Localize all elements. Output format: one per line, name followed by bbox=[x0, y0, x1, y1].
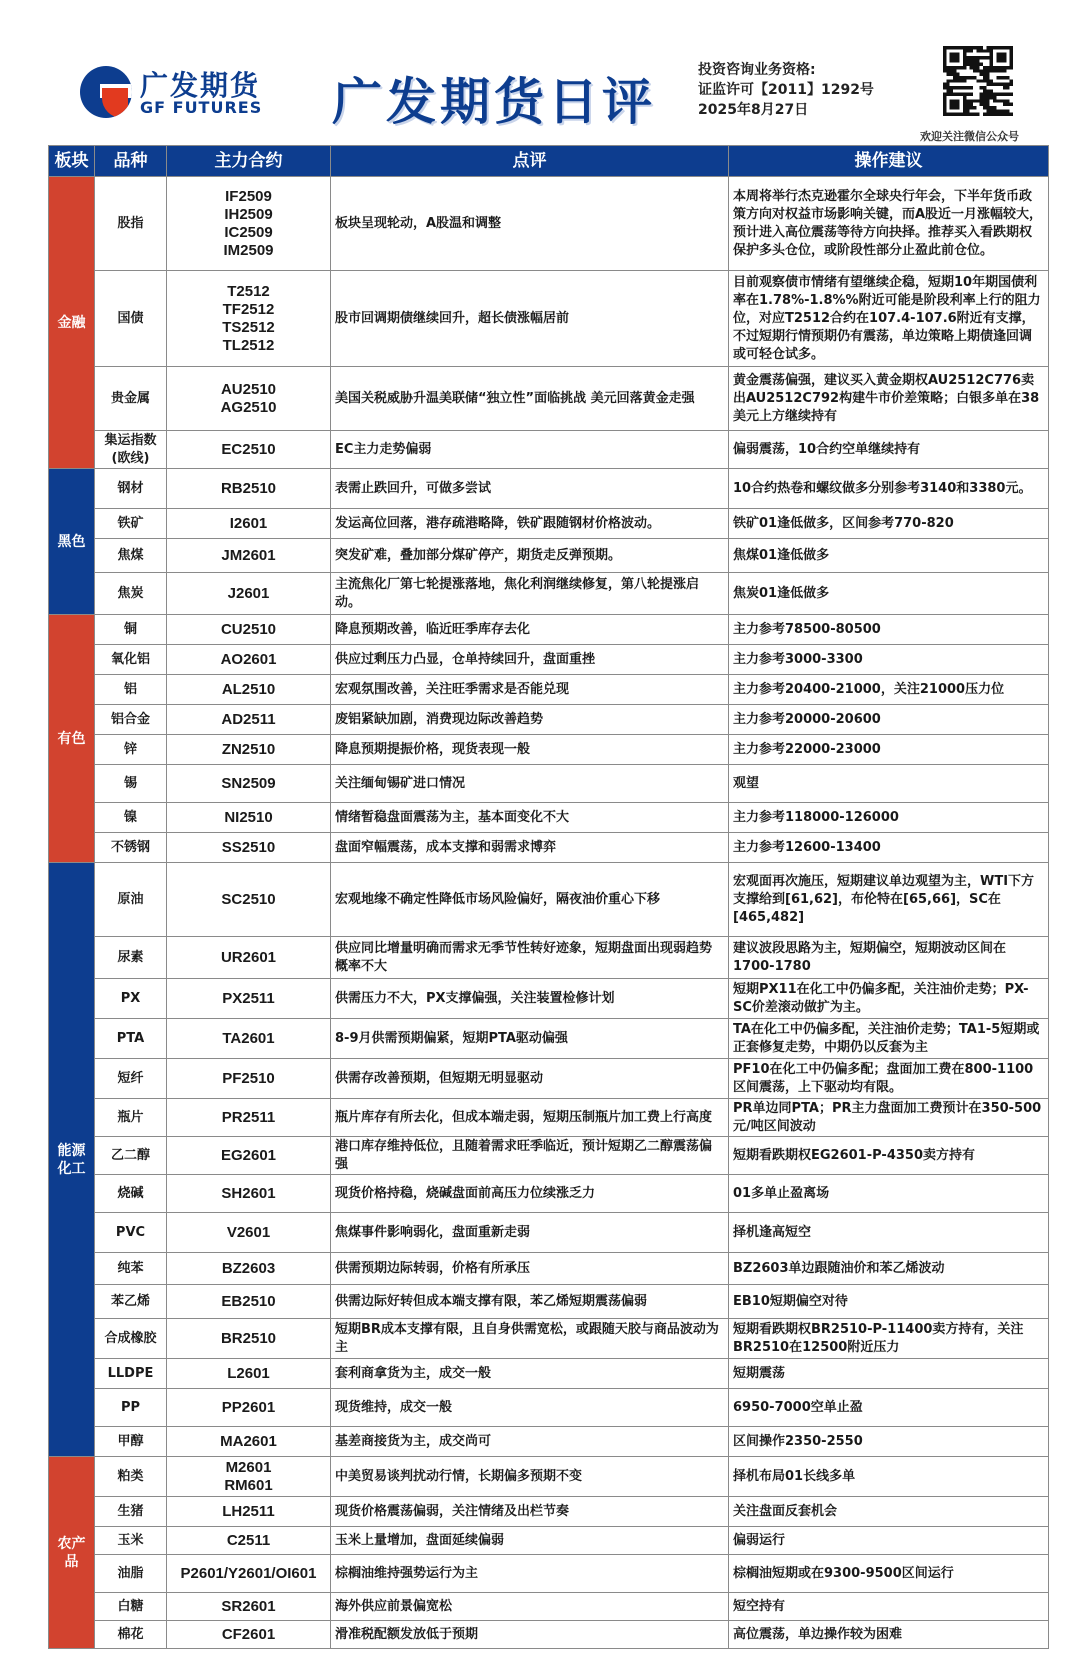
variety-cell: 焦炭 bbox=[95, 573, 167, 615]
contract-cell: AU2510 AG2510 bbox=[167, 367, 331, 431]
comment-cell: 情绪暂稳盘面震荡为主，基本面变化不大 bbox=[331, 803, 729, 833]
table-row bbox=[49, 1253, 1049, 1285]
variety-cell: PVC bbox=[95, 1213, 167, 1253]
advice-cell: 关注盘面反套机会 bbox=[729, 1497, 1049, 1527]
comment-cell: 主流焦化厂第七轮提涨落地，焦化利润继续修复，第八轮提涨启动。 bbox=[331, 573, 729, 615]
contract-cell: SH2601 bbox=[167, 1175, 331, 1213]
advice-cell: PR单边同PTA；PR主力盘面加工费预计在350-500元/吨区间波动 bbox=[729, 1099, 1049, 1137]
contract-cell: MA2601 bbox=[167, 1427, 331, 1457]
advice-cell: 宏观面再次施压，短期建议单边观望为主，WTI下方支撑给到[61,62]，布伦特在[65,66]，SC在[465,482] bbox=[729, 863, 1049, 937]
table-row bbox=[49, 1527, 1049, 1555]
advice-cell: 主力参考78500-80500 bbox=[729, 615, 1049, 645]
header-variety: 品种 bbox=[95, 146, 167, 177]
contract-cell: PF2510 bbox=[167, 1059, 331, 1099]
comment-cell: 表需止跌回升，可做多尝试 bbox=[331, 469, 729, 509]
comment-cell: 供需压力不大，PX支撑偏强，关注装置检修计划 bbox=[331, 979, 729, 1019]
comment-cell: 宏观地缘不确定性降低市场风险偏好，隔夜油价重心下移 bbox=[331, 863, 729, 937]
variety-cell: 铝 bbox=[95, 675, 167, 705]
contract-cell: CF2601 bbox=[167, 1621, 331, 1649]
wechat-qr-code-icon bbox=[943, 46, 1013, 116]
table-row bbox=[49, 1621, 1049, 1649]
variety-cell: 贵金属 bbox=[95, 367, 167, 431]
comment-cell: 突发矿难，叠加部分煤矿停产，期货走反弹预期。 bbox=[331, 539, 729, 573]
comment-cell: 套利商拿货为主，成交一般 bbox=[331, 1359, 729, 1389]
variety-cell: 乙二醇 bbox=[95, 1137, 167, 1175]
comment-cell: 美国关税威胁升温美联储“独立性”面临挑战 美元回落黄金走强 bbox=[331, 367, 729, 431]
contract-cell: RB2510 bbox=[167, 469, 331, 509]
table-row bbox=[49, 765, 1049, 803]
logo-chinese-name: 广发期货 bbox=[140, 69, 261, 102]
contract-cell: IF2509 IH2509 IC2509 IM2509 bbox=[167, 177, 331, 271]
variety-cell: 铜 bbox=[95, 615, 167, 645]
comment-cell: 供需边际好转但成本端支撑有限，苯乙烯短期震荡偏弱 bbox=[331, 1285, 729, 1319]
header-advice: 操作建议 bbox=[729, 146, 1049, 177]
table-row bbox=[49, 1593, 1049, 1621]
contract-cell: TA2601 bbox=[167, 1019, 331, 1059]
table-row bbox=[49, 1555, 1049, 1593]
sector-cell: 能源化工 bbox=[49, 863, 95, 1457]
contract-cell: BZ2603 bbox=[167, 1253, 331, 1285]
contract-cell: M2601 RM601 bbox=[167, 1457, 331, 1497]
table-row bbox=[49, 705, 1049, 735]
contract-cell: P2601/Y2601/OI601 bbox=[167, 1555, 331, 1593]
comment-cell: 现货价格震荡偏弱，关注情绪及出栏节奏 bbox=[331, 1497, 729, 1527]
comment-cell: 供需预期边际转弱，价格有所承压 bbox=[331, 1253, 729, 1285]
table-row bbox=[49, 645, 1049, 675]
contract-cell: BR2510 bbox=[167, 1319, 331, 1359]
advice-cell: 短期看跌期权BR2510-P-11400卖方持有，关注BR2510在12500附近压力 bbox=[729, 1319, 1049, 1359]
contract-cell: AO2601 bbox=[167, 645, 331, 675]
table-row bbox=[49, 979, 1049, 1019]
advice-cell: 区间操作2350-2550 bbox=[729, 1427, 1049, 1457]
table-row bbox=[49, 1099, 1049, 1137]
comment-cell: 基差商接货为主，成交尚可 bbox=[331, 1427, 729, 1457]
advice-cell: 焦煤01逢低做多 bbox=[729, 539, 1049, 573]
report-header bbox=[0, 0, 1084, 145]
sector-cell: 金融 bbox=[49, 177, 95, 469]
table-row bbox=[49, 509, 1049, 539]
table-row bbox=[49, 469, 1049, 509]
comment-cell: 8-9月供需预期偏紧，短期PTA驱动偏强 bbox=[331, 1019, 729, 1059]
comment-cell: 股市回调期债继续回升，超长债涨幅居前 bbox=[331, 271, 729, 367]
table-row bbox=[49, 1019, 1049, 1059]
contract-cell: PX2511 bbox=[167, 979, 331, 1019]
sector-cell: 黑色 bbox=[49, 469, 95, 615]
comment-cell: 宏观氛围改善，关注旺季需求是否能兑现 bbox=[331, 675, 729, 705]
variety-cell: 不锈钢 bbox=[95, 833, 167, 863]
comment-cell: 供应过剩压力凸显，仓单持续回升，盘面重挫 bbox=[331, 645, 729, 675]
qualification-block bbox=[698, 60, 874, 120]
comment-cell: 降息预期提振价格，现货表现一般 bbox=[331, 735, 729, 765]
comment-cell: 废铝紧缺加剧，消费现边际改善趋势 bbox=[331, 705, 729, 735]
contract-cell: SC2510 bbox=[167, 863, 331, 937]
sector-cell: 农产品 bbox=[49, 1457, 95, 1649]
advice-cell: 主力参考12600-13400 bbox=[729, 833, 1049, 863]
gf-logo-icon bbox=[80, 66, 132, 118]
contract-cell: PP2601 bbox=[167, 1389, 331, 1427]
contract-cell: SR2601 bbox=[167, 1593, 331, 1621]
variety-cell: 镍 bbox=[95, 803, 167, 833]
advice-cell: 偏弱运行 bbox=[729, 1527, 1049, 1555]
comment-cell: 板块呈现轮动，A股温和调整 bbox=[331, 177, 729, 271]
table-row bbox=[49, 367, 1049, 431]
variety-cell: 纯苯 bbox=[95, 1253, 167, 1285]
comment-cell: 发运高位回落，港存疏港略降，铁矿跟随钢材价格波动。 bbox=[331, 509, 729, 539]
comment-cell: 现货维持，成交一般 bbox=[331, 1389, 729, 1427]
contract-cell: EB2510 bbox=[167, 1285, 331, 1319]
comment-cell: 供需存改善预期，但短期无明显驱动 bbox=[331, 1059, 729, 1099]
contract-cell: AD2511 bbox=[167, 705, 331, 735]
table-row bbox=[49, 1137, 1049, 1175]
sector-cell: 有色 bbox=[49, 615, 95, 863]
table-header-row bbox=[49, 146, 1049, 177]
variety-cell: PTA bbox=[95, 1019, 167, 1059]
comment-cell: EC主力走势偏弱 bbox=[331, 431, 729, 469]
table-row bbox=[49, 431, 1049, 469]
variety-cell: 玉米 bbox=[95, 1527, 167, 1555]
advice-cell: 短期PX11在化工中仍偏多配，关注油价走势；PX-SC价差滚动做扩为主。 bbox=[729, 979, 1049, 1019]
header-contract: 主力合约 bbox=[167, 146, 331, 177]
variety-cell: 铝合金 bbox=[95, 705, 167, 735]
table-row bbox=[49, 1389, 1049, 1427]
comment-cell: 海外供应前景偏宽松 bbox=[331, 1593, 729, 1621]
variety-cell: 铁矿 bbox=[95, 509, 167, 539]
advice-cell: 观望 bbox=[729, 765, 1049, 803]
header-sector: 板块 bbox=[49, 146, 95, 177]
table-row bbox=[49, 1457, 1049, 1497]
variety-cell: 锌 bbox=[95, 735, 167, 765]
follow-wechat-text: 欢迎关注微信公众号 bbox=[920, 130, 1019, 143]
comment-cell: 短期BR成本支撑有限，且自身供需宽松，或跟随天胶与商品波动为主 bbox=[331, 1319, 729, 1359]
table-row bbox=[49, 573, 1049, 615]
table-row bbox=[49, 1359, 1049, 1389]
advice-cell: 目前观察债市情绪有望继续企稳，短期10年期国债利率在1.78%-1.8%%附近可能是阶段利率上行的阻力位，对应T2512合约在107.4-107.6附近有支撑，不过短期行情预期仍有震荡，单边策略上期债逢回调或可轻仓试多。 bbox=[729, 271, 1049, 367]
comment-cell: 焦煤事件影响弱化，盘面重新走弱 bbox=[331, 1213, 729, 1253]
variety-cell: 股指 bbox=[95, 177, 167, 271]
advice-cell: PF10在化工中仍偏多配；盘面加工费在800-1100区间震荡，上下驱动均有限。 bbox=[729, 1059, 1049, 1099]
advice-cell: 建议波段思路为主，短期偏空，短期波动区间在1700-1780 bbox=[729, 937, 1049, 979]
advice-cell: 棕榈油短期或在9300-9500区间运行 bbox=[729, 1555, 1049, 1593]
table-row bbox=[49, 1427, 1049, 1457]
advice-cell: 短空持有 bbox=[729, 1593, 1049, 1621]
comment-cell: 供应同比增量明确而需求无季节性转好迹象，短期盘面出现弱趋势概率不大 bbox=[331, 937, 729, 979]
gf-futures-logo bbox=[80, 62, 270, 122]
qualification-label: 投资咨询业务资格: bbox=[698, 62, 816, 78]
variety-cell: 合成橡胶 bbox=[95, 1319, 167, 1359]
table-row bbox=[49, 1175, 1049, 1213]
table-row bbox=[49, 1319, 1049, 1359]
advice-cell: 主力参考20000-20600 bbox=[729, 705, 1049, 735]
comment-cell: 中美贸易谈判扰动行情，长期偏多预期不变 bbox=[331, 1457, 729, 1497]
table-row bbox=[49, 675, 1049, 705]
variety-cell: 生猪 bbox=[95, 1497, 167, 1527]
variety-cell: 国债 bbox=[95, 271, 167, 367]
advice-cell: 择机逢高短空 bbox=[729, 1213, 1049, 1253]
advice-cell: 短期震荡 bbox=[729, 1359, 1049, 1389]
variety-cell: PX bbox=[95, 979, 167, 1019]
variety-cell: 瓶片 bbox=[95, 1099, 167, 1137]
advice-cell: BZ2603单边跟随油价和苯乙烯波动 bbox=[729, 1253, 1049, 1285]
advice-cell: 10合约热卷和螺纹做多分别参考3140和3380元。 bbox=[729, 469, 1049, 509]
advice-cell: 6950-7000空单止盈 bbox=[729, 1389, 1049, 1427]
table-row bbox=[49, 1213, 1049, 1253]
variety-cell: 苯乙烯 bbox=[95, 1285, 167, 1319]
advice-cell: 高位震荡，单边操作较为困难 bbox=[729, 1621, 1049, 1649]
logo-english-name: GF FUTURES bbox=[140, 98, 263, 117]
comment-cell: 关注缅甸锡矿进口情况 bbox=[331, 765, 729, 803]
advice-cell: 主力参考22000-23000 bbox=[729, 735, 1049, 765]
table-row bbox=[49, 803, 1049, 833]
variety-cell: 焦煤 bbox=[95, 539, 167, 573]
contract-cell: C2511 bbox=[167, 1527, 331, 1555]
variety-cell: 烧碱 bbox=[95, 1175, 167, 1213]
variety-cell: 油脂 bbox=[95, 1555, 167, 1593]
advice-cell: 主力参考20400-21000，关注21000压力位 bbox=[729, 675, 1049, 705]
table-row bbox=[49, 863, 1049, 937]
contract-cell: AL2510 bbox=[167, 675, 331, 705]
table-row bbox=[49, 833, 1049, 863]
contract-cell: SS2510 bbox=[167, 833, 331, 863]
contract-cell: JM2601 bbox=[167, 539, 331, 573]
variety-cell: 尿素 bbox=[95, 937, 167, 979]
comment-cell: 滑准税配额发放低于预期 bbox=[331, 1621, 729, 1649]
comment-cell: 港口库存维持低位，且随着需求旺季临近，预计短期乙二醇震荡偏强 bbox=[331, 1137, 729, 1175]
contract-cell: NI2510 bbox=[167, 803, 331, 833]
advice-cell: 择机布局01长线多单 bbox=[729, 1457, 1049, 1497]
advice-cell: EB10短期偏空对待 bbox=[729, 1285, 1049, 1319]
advice-cell: 偏弱震荡，10合约空单继续持有 bbox=[729, 431, 1049, 469]
advice-cell: 主力参考3000-3300 bbox=[729, 645, 1049, 675]
contract-cell: CU2510 bbox=[167, 615, 331, 645]
comment-cell: 棕榈油维持强势运行为主 bbox=[331, 1555, 729, 1593]
table-row bbox=[49, 1497, 1049, 1527]
advice-cell: 铁矿01逢低做多，区间参考770-820 bbox=[729, 509, 1049, 539]
table-row bbox=[49, 1285, 1049, 1319]
table-row bbox=[49, 615, 1049, 645]
comment-cell: 瓶片库存有所去化，但成本端走弱，短期压制瓶片加工费上行高度 bbox=[331, 1099, 729, 1137]
contract-cell: T2512 TF2512 TS2512 TL2512 bbox=[167, 271, 331, 367]
variety-cell: 短纤 bbox=[95, 1059, 167, 1099]
contract-cell: UR2601 bbox=[167, 937, 331, 979]
comment-cell: 盘面窄幅震荡，成本支撑和弱需求博弈 bbox=[331, 833, 729, 863]
variety-cell: 锡 bbox=[95, 765, 167, 803]
table-row bbox=[49, 539, 1049, 573]
table-row bbox=[49, 271, 1049, 367]
advice-cell: 01多单止盈离场 bbox=[729, 1175, 1049, 1213]
advice-cell: 焦炭01逢低做多 bbox=[729, 573, 1049, 615]
comment-cell: 降息预期改善，临近旺季库存去化 bbox=[331, 615, 729, 645]
table-row bbox=[49, 735, 1049, 765]
contract-cell: EC2510 bbox=[167, 431, 331, 469]
contract-cell: SN2509 bbox=[167, 765, 331, 803]
contract-cell: PR2511 bbox=[167, 1099, 331, 1137]
table-row bbox=[49, 1059, 1049, 1099]
license-number: 证监许可【2011】1292号 bbox=[698, 82, 874, 98]
contract-cell: LH2511 bbox=[167, 1497, 331, 1527]
contract-cell: ZN2510 bbox=[167, 735, 331, 765]
variety-cell: 原油 bbox=[95, 863, 167, 937]
variety-cell: 钢材 bbox=[95, 469, 167, 509]
advice-cell: 主力参考118000-126000 bbox=[729, 803, 1049, 833]
contract-cell: EG2601 bbox=[167, 1137, 331, 1175]
variety-cell: 粕类 bbox=[95, 1457, 167, 1497]
comment-cell: 玉米上量增加，盘面延续偏弱 bbox=[331, 1527, 729, 1555]
table-row bbox=[49, 937, 1049, 979]
advice-cell: 本周将举行杰克逊霍尔全球央行年会，下半年货币政策方向对权益市场影响关键，而A股近一月涨幅较大，预计进入高位震荡等待方向抉择。推荐买入看跌期权保护多头仓位，或阶段性部分止盈此前仓位。 bbox=[729, 177, 1049, 271]
advice-cell: TA在化工中仍偏多配，关注油价走势；TA1-5短期或正套修复走势，中期仍以反套为主 bbox=[729, 1019, 1049, 1059]
report-date: 2025年8月27日 bbox=[698, 102, 809, 118]
commodity-review-table bbox=[48, 145, 1049, 1649]
report-title: 广发期货日评 bbox=[332, 73, 656, 131]
contract-cell: I2601 bbox=[167, 509, 331, 539]
advice-cell: 黄金震荡偏强，建议买入黄金期权AU2512C776卖出AU2512C792构建牛市价差策略；白银多单在38美元上方继续持有 bbox=[729, 367, 1049, 431]
table-row bbox=[49, 177, 1049, 271]
variety-cell: PP bbox=[95, 1389, 167, 1427]
contract-cell: L2601 bbox=[167, 1359, 331, 1389]
variety-cell: 集运指数(欧线) bbox=[95, 431, 167, 469]
contract-cell: V2601 bbox=[167, 1213, 331, 1253]
variety-cell: 白糖 bbox=[95, 1593, 167, 1621]
comment-cell: 现货价格持稳，烧碱盘面前高压力位续涨乏力 bbox=[331, 1175, 729, 1213]
variety-cell: 棉花 bbox=[95, 1621, 167, 1649]
variety-cell: LLDPE bbox=[95, 1359, 167, 1389]
contract-cell: J2601 bbox=[167, 573, 331, 615]
variety-cell: 甲醇 bbox=[95, 1427, 167, 1457]
advice-cell: 短期看跌期权EG2601-P-4350卖方持有 bbox=[729, 1137, 1049, 1175]
variety-cell: 氧化铝 bbox=[95, 645, 167, 675]
header-comment: 点评 bbox=[331, 146, 729, 177]
